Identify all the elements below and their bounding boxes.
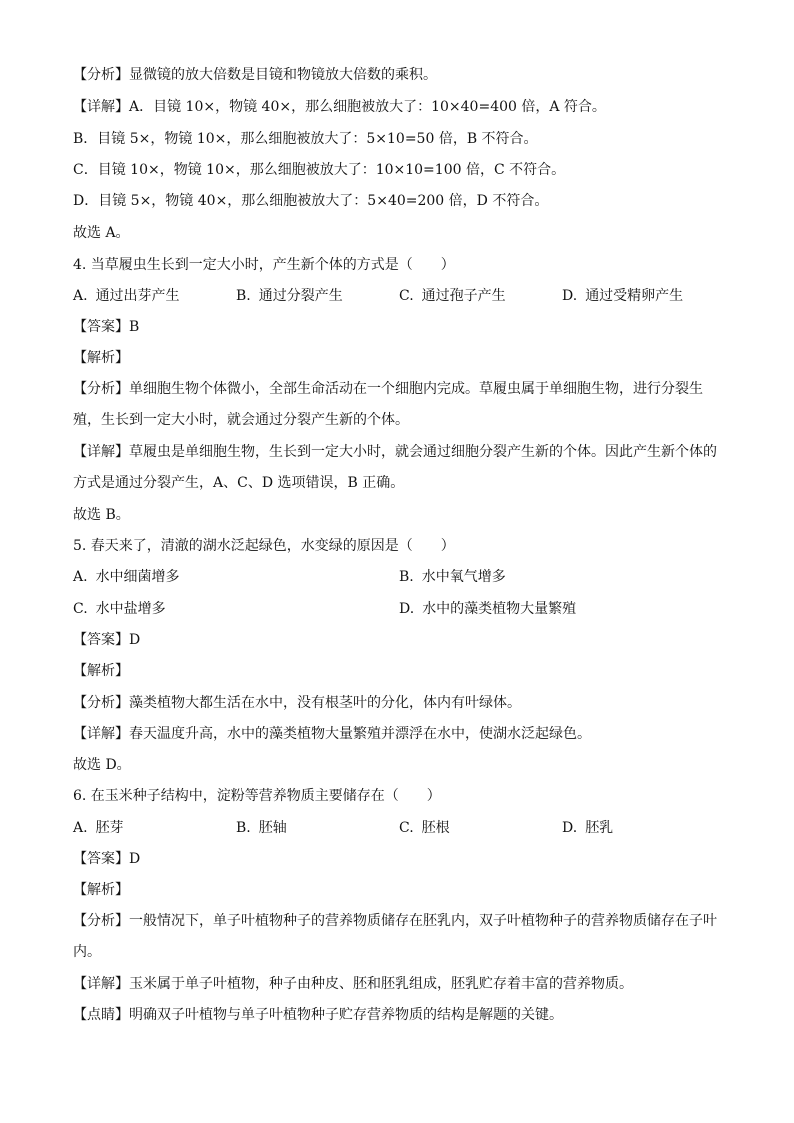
- q6-option-b-letter: B.: [236, 820, 251, 836]
- q5-answer: 【答案】D: [73, 632, 141, 648]
- q4-option-d: [562, 286, 725, 306]
- q6-answer: 【答案】D: [73, 851, 141, 867]
- q6-dianjing: 【点睛】明确双子叶植物与单子叶植物种子贮存营养物质的结构是解题的关键。: [73, 1007, 563, 1023]
- q4-option-a: [73, 286, 236, 306]
- q5-question: 5. 春天来了，清澈的湖水泛起绿色，水变绿的原因是（ ）: [73, 538, 455, 554]
- q4-option-c-text: 通过孢子产生: [421, 288, 506, 304]
- q5-option-c: [73, 599, 399, 619]
- q4-option-a-text: 通过出芽产生: [95, 288, 180, 304]
- q6-option-c: [399, 818, 562, 838]
- q6-option-c-text: 胚根: [421, 820, 450, 836]
- q4-option-a-letter: A.: [73, 288, 88, 304]
- q4-options: [73, 286, 725, 306]
- q5-analysis: 【分析】藻类植物大都生活在水中，没有根茎叶的分化，体内有叶绿体。: [73, 695, 521, 711]
- prev-choose-text: 故选 A。: [73, 225, 130, 241]
- q6-option-d-text: 胚乳: [585, 820, 614, 836]
- q4-analysis: 【分析】单细胞生物个体微小，全部生命活动在一个细胞内完成。草履虫属于单细胞生物，进行分裂生殖，生长到一定大小时，就会通过分裂产生新的个体。: [73, 381, 703, 428]
- q5-choose: 故选 D。: [73, 757, 131, 773]
- q5-option-b-text: 水中氧气增多: [421, 569, 506, 585]
- q6-option-d: [562, 818, 725, 838]
- prev-detail-d: D．目镜 5×，物镜 40×，那么细胞被放大了：5×40=200 倍，D 不符合。: [73, 193, 549, 209]
- q5-jiexi-heading: 【解析】: [73, 663, 129, 679]
- q5-option-a: [73, 567, 399, 587]
- q5-option-c-text: 水中盐增多: [95, 601, 166, 617]
- q5-option-d-letter: D.: [399, 601, 415, 617]
- q6-option-c-letter: C.: [399, 820, 414, 836]
- q6-option-a-text: 胚芽: [95, 820, 124, 836]
- q5-options-row2: [73, 599, 725, 619]
- q6-option-a: [73, 818, 236, 838]
- q5-option-b: [399, 567, 725, 587]
- q4-option-d-letter: D.: [562, 288, 578, 304]
- prev-detail-text: 【详解】A．目镜 10×，物镜 40×，那么细胞被放大了：10×40=400 倍，A 符合。: [73, 99, 606, 115]
- q6-question: 6. 在玉米种子结构中，淀粉等营养物质主要储存在（ ）: [73, 788, 441, 804]
- q6-option-b-text: 胚轴: [258, 820, 287, 836]
- q6-detail: 【详解】玉米属于单子叶植物，种子由种皮、胚和胚乳组成，胚乳贮存着丰富的营养物质。: [73, 976, 633, 992]
- q5-option-b-letter: B.: [399, 569, 414, 585]
- prev-detail-b: B．目镜 5×，物镜 10×，那么细胞被放大了：5×10=50 倍，B 不符合。: [73, 131, 538, 147]
- q5-options-row1: [73, 567, 725, 587]
- q6-option-d-letter: D.: [562, 820, 578, 836]
- q6-option-b: [236, 818, 399, 838]
- q4-option-b-text: 通过分裂产生: [258, 288, 343, 304]
- q5-detail: 【详解】春天温度升高，水中的藻类植物大量繁殖并漂浮在水中，使湖水泛起绿色。: [73, 726, 591, 742]
- q4-option-c-letter: C.: [399, 288, 414, 304]
- prev-detail-c: C．目镜 10×，物镜 10×，那么细胞被放大了：10×10=100 倍，C 不符合。: [73, 162, 566, 178]
- q5-option-d: [399, 599, 725, 619]
- q4-jiexi-heading: 【解析】: [73, 350, 129, 366]
- q6-analysis: 【分析】一般情况下，单子叶植物种子的营养物质储存在胚乳内，双子叶植物种子的营养物质储存在子叶内。: [73, 913, 717, 960]
- q4-detail: 【详解】草履虫是单细胞生物，生长到一定大小时，就会通过细胞分裂产生新的个体。因此产生新个体的方式是通过分裂产生，A、C、D 选项错误，B 正确。: [73, 444, 717, 491]
- q4-option-b: [236, 286, 399, 306]
- q6-option-a-letter: A.: [73, 820, 88, 836]
- q5-option-c-letter: C.: [73, 601, 88, 617]
- q5-option-d-text: 水中的藻类植物大量繁殖: [422, 601, 577, 617]
- q4-option-c: [399, 286, 562, 306]
- q6-options: [73, 818, 725, 838]
- q4-option-b-letter: B.: [236, 288, 251, 304]
- q5-option-a-letter: A.: [73, 569, 88, 585]
- q6-jiexi-heading: 【解析】: [73, 882, 129, 898]
- q4-choose: 故选 B。: [73, 507, 130, 523]
- prev-analysis-text: 【分析】显微镜的放大倍数是目镜和物镜放大倍数的乘积。: [73, 67, 437, 83]
- q5-option-a-text: 水中细菌增多: [95, 569, 180, 585]
- q4-answer: 【答案】B: [73, 319, 140, 335]
- q4-option-d-text: 通过受精卵产生: [585, 288, 684, 304]
- q4-question: 4. 当草履虫生长到一定大小时，产生新个体的方式是（ ）: [73, 257, 455, 273]
